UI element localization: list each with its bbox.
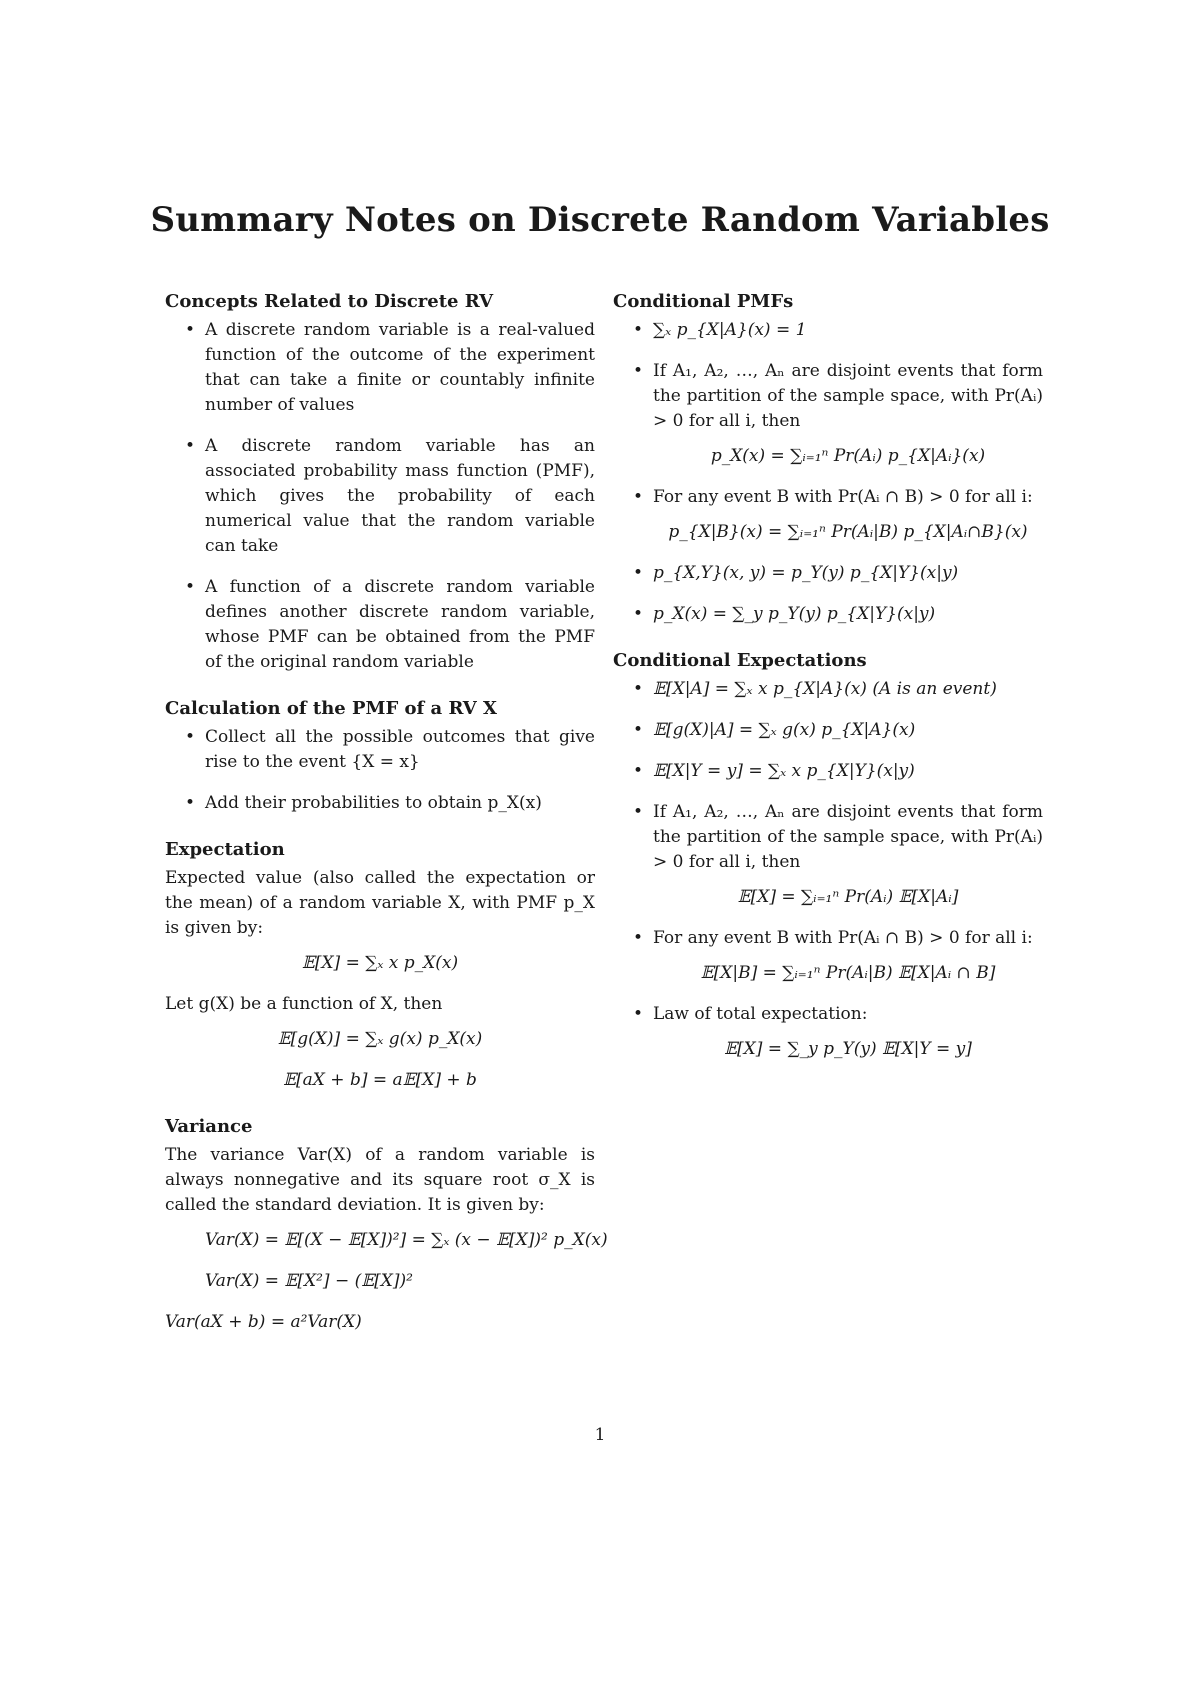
list-item: • For any event B with Pr(Aᵢ ∩ B) > 0 for all i: p_{X|B}(x) = ∑ᵢ₌₁ⁿ Pr(Aᵢ|B) p_{X|Aᵢ∩B}(x): [653, 485, 1043, 545]
pmf-calc-heading: Calculation of the PMF of a RV X: [165, 698, 497, 719]
concepts-list: [165, 318, 595, 675]
list-item: • A discrete random variable is a real-valued function of the outcome of the experiment that can take a finite or countably infinite number of values: [205, 318, 595, 418]
pmf-calc-list: [165, 725, 595, 816]
conditional-pmf-heading: Conditional PMFs: [613, 291, 794, 312]
page-number: 1: [594, 1425, 606, 1445]
expectation-equation: 𝔼[X] = ∑ₓ x p_X(x): [301, 953, 459, 973]
variance-alt-equation: Var(X) = 𝔼[X²] − (𝔼[X])²: [205, 1271, 413, 1291]
list-item: • If A₁, A₂, …, Aₙ are disjoint events that form the partition of the sample space, with Pr(Aᵢ) > 0 for all i, then 𝔼[X] = ∑ᵢ₌₁ⁿ Pr(Aᵢ) 𝔼[X|Aᵢ]: [653, 800, 1043, 910]
variance-text: The variance Var(X) of a random variable is always nonnegative and its square root σ_X is called the standard deviation. It is given by:: [165, 1145, 595, 1215]
conditional-pmf-section: [613, 290, 1043, 627]
conditional-expectations-section: [613, 649, 1043, 1062]
page-title: Summary Notes on Discrete Random Variables: [150, 200, 1050, 240]
expectation-linear-equation: 𝔼[aX + b] = a𝔼[X] + b: [283, 1070, 477, 1090]
expectation-section: [165, 838, 595, 1093]
conditional-expectations-heading: Conditional Expectations: [613, 650, 867, 671]
concepts-section: [165, 290, 595, 675]
list-item: • Add their probabilities to obtain p_X(x): [205, 791, 595, 816]
list-item: • p_{X,Y}(x, y) = p_Y(y) p_{X|Y}(x|y): [653, 561, 1043, 586]
expectation-function-equation: 𝔼[g(X)] = ∑ₓ g(x) p_X(x): [277, 1029, 483, 1049]
variance-linear-equation: Var(aX + b) = a²Var(X): [165, 1312, 362, 1332]
conditional-expectations-list: [613, 677, 1043, 1062]
list-item: • 𝔼[X|A] = ∑ₓ x p_{X|A}(x) (A is an event): [653, 677, 1043, 702]
concepts-heading: Concepts Related to Discrete RV: [165, 291, 494, 312]
variance-heading: Variance: [165, 1116, 253, 1137]
list-item: • p_X(x) = ∑_y p_Y(y) p_{X|Y}(x|y): [653, 602, 1043, 627]
list-item: • Collect all the possible outcomes that give rise to the event {X = x}: [205, 725, 595, 775]
expectation-text: Expected value (also called the expectation or the mean) of a random variable X, with PMF p_X is given by:: [165, 868, 595, 938]
list-item: • If A₁, A₂, …, Aₙ are disjoint events that form the partition of the sample space, with Pr(Aᵢ) > 0 for all i, then p_X(x) = ∑ᵢ₌₁ⁿ Pr(Aᵢ) p_{X|Aᵢ}(x): [653, 359, 1043, 469]
list-item: • A function of a discrete random variable defines another discrete random variable, whose PMF can be obtained from the PMF of the original random variable: [205, 575, 595, 675]
right-column: [613, 290, 1043, 1084]
law-total-expectation-equation: 𝔼[X] = ∑_y p_Y(y) 𝔼[X|Y = y]: [724, 1039, 972, 1059]
list-item: • For any event B with Pr(Aᵢ ∩ B) > 0 for all i: 𝔼[X|B] = ∑ᵢ₌₁ⁿ Pr(Aᵢ|B) 𝔼[X|Aᵢ ∩ B]: [653, 926, 1043, 986]
list-item: • 𝔼[g(X)|A] = ∑ₓ g(x) p_{X|A}(x): [653, 718, 1043, 743]
list-item: • A discrete random variable has an associated probability mass function (PMF), which gives the probability of each numerical value that the random variable can take: [205, 434, 595, 559]
pmf-calc-section: [165, 697, 595, 816]
variance-equation: Var(X) = 𝔼[(X − 𝔼[X])²] = ∑ₓ (x − 𝔼[X])² p_X(x): [205, 1230, 608, 1250]
conditional-pmf-list: [613, 318, 1043, 627]
conditional-total-probability-equation: p_{X|B}(x) = ∑ᵢ₌₁ⁿ Pr(Aᵢ|B) p_{X|Aᵢ∩B}(x): [668, 522, 1028, 542]
expectation-text-2: Let g(X) be a function of X, then: [165, 994, 443, 1014]
variance-section: [165, 1115, 608, 1335]
list-item: • ∑ₓ p_{X|A}(x) = 1: [653, 318, 1043, 343]
conditional-total-expectation-equation: 𝔼[X|B] = ∑ᵢ₌₁ⁿ Pr(Aᵢ|B) 𝔼[X|Aᵢ ∩ B]: [700, 963, 996, 983]
list-item: • Law of total expectation: 𝔼[X] = ∑_y p_Y(y) 𝔼[X|Y = y]: [653, 1002, 1043, 1062]
total-expectation-equation: 𝔼[X] = ∑ᵢ₌₁ⁿ Pr(Aᵢ) 𝔼[X|Aᵢ]: [737, 887, 959, 907]
list-item: • 𝔼[X|Y = y] = ∑ₓ x p_{X|Y}(x|y): [653, 759, 1043, 784]
left-column: [165, 290, 608, 1357]
expectation-heading: Expectation: [165, 839, 285, 860]
total-probability-equation: p_X(x) = ∑ᵢ₌₁ⁿ Pr(Aᵢ) p_{X|Aᵢ}(x): [710, 446, 986, 466]
